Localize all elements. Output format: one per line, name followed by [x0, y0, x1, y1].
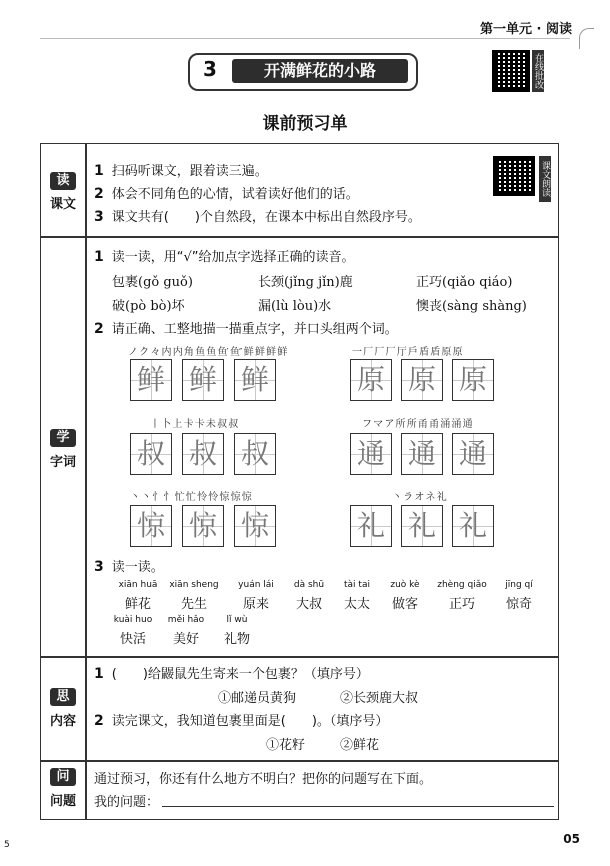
- stroke-order: ノ ク 々 内 内 角 鱼 鱼 鱼′ 鱼″ 鲜 鲜 鲜 鲜: [128, 347, 287, 358]
- tracing-box[interactable]: 礼: [350, 505, 392, 547]
- item-number: 2: [94, 186, 104, 202]
- tracing-box[interactable]: 叔: [130, 433, 172, 475]
- ask-instruction: 通过预习，你还有什么地方不明白？把你的问题写在下面。: [94, 772, 433, 787]
- word-hanzi: 礼物: [223, 632, 250, 647]
- qr-tag-online-check: 在线批改: [532, 50, 544, 92]
- tracing-box[interactable]: 叔: [234, 433, 276, 475]
- row-divider: [40, 760, 559, 762]
- qr-code-icon[interactable]: [493, 156, 535, 196]
- word-hanzi: 先生: [180, 597, 207, 612]
- section-label-questions: 问题: [50, 794, 77, 809]
- tracing-box[interactable]: 通: [401, 433, 443, 475]
- word-hanzi: 太太: [343, 597, 370, 612]
- tracing-box[interactable]: 原: [452, 359, 494, 401]
- answer-option[interactable]: ①花籽: [266, 738, 306, 753]
- word-pinyin: yuán lái: [238, 580, 274, 590]
- lesson-title: 开满鲜花的小路: [232, 59, 408, 83]
- word-hanzi: 做客: [391, 597, 418, 612]
- tracing-box[interactable]: 礼: [452, 505, 494, 547]
- badge-study: 学: [50, 429, 76, 447]
- tracing-box[interactable]: 惊: [234, 505, 276, 547]
- word-pinyin: tài tai: [344, 580, 370, 590]
- badge-ask: 问: [50, 768, 76, 786]
- stroke-order: 丶 丶 忄 忄 忙 忙 怜 怜 惊 惊 惊: [130, 492, 251, 503]
- study-q3: 3 读一读。: [94, 559, 164, 575]
- word-hanzi: 原来: [242, 597, 269, 612]
- item-number: 1: [94, 249, 104, 265]
- tracing-box[interactable]: 原: [401, 359, 443, 401]
- section-label-words: 字词: [50, 455, 77, 470]
- word-pinyin: zhèng qiǎo: [437, 580, 487, 590]
- think-q2: 2 读完课文，我知道包裹里面是( )。（填序号）: [94, 713, 389, 729]
- row-divider: [40, 656, 559, 658]
- tracing-box[interactable]: 原: [350, 359, 392, 401]
- tracing-box[interactable]: 鲜: [182, 359, 224, 401]
- question-answer-line[interactable]: [162, 806, 554, 807]
- read-item-2: 2 体会不同角色的心情，试着读好他们的话。: [94, 186, 359, 202]
- tracing-box[interactable]: 叔: [182, 433, 224, 475]
- read-item-1: 1 扫码听课文，跟着读三遍。: [94, 163, 268, 179]
- word-hanzi: 快活: [119, 632, 146, 647]
- stroke-order: 一 厂 厂 厂 厅 戶 盾 盾 原 原: [352, 347, 462, 358]
- item-number: 2: [94, 321, 104, 337]
- page-corner: [579, 28, 594, 49]
- tracing-box[interactable]: 惊: [182, 505, 224, 547]
- think-q1: 1 ( )给鼹鼠先生寄来一个包裹？（填序号）: [94, 666, 369, 682]
- side-mark: 5: [4, 840, 10, 850]
- word-hanzi: 正巧: [448, 597, 475, 612]
- worksheet-title: 课前预习单: [262, 114, 348, 134]
- stroke-order: 丨 卜 上 卡 卡 未 叔 叔: [150, 419, 238, 430]
- word-hanzi: 美好: [172, 632, 199, 647]
- answer-option[interactable]: ②长颈鹿大叔: [340, 691, 419, 706]
- word-pinyin: dà shū: [293, 580, 325, 590]
- item-number: 1: [94, 666, 104, 682]
- tracing-box[interactable]: 通: [452, 433, 494, 475]
- word-pinyin: jīng qí: [505, 580, 533, 590]
- word-hanzi: 惊奇: [505, 597, 532, 612]
- pronunciation-choice[interactable]: 正巧(qiǎo qiáo): [416, 275, 513, 290]
- lesson-number: 3: [203, 57, 217, 81]
- study-q2: 2 请正确、工整地描一描重点字，并口头组两个词。: [94, 321, 398, 337]
- word-hanzi: 大叔: [295, 597, 322, 612]
- word-pinyin: zuò kè: [390, 580, 420, 590]
- read-item-3: 3 课文共有( )个自然段，在课本中标出自然段序号。: [94, 209, 421, 225]
- item-number: 3: [94, 209, 104, 225]
- tracing-box[interactable]: 鲜: [130, 359, 172, 401]
- question-prompt: 我的问题：: [94, 795, 160, 810]
- word-pinyin: lǐ wù: [226, 615, 248, 625]
- pronunciation-choice[interactable]: 包裹(gǒ guǒ): [112, 275, 193, 290]
- item-number: 1: [94, 163, 104, 179]
- answer-option[interactable]: ②鲜花: [340, 738, 380, 753]
- qr-tag-recitation: 课文朗读: [539, 156, 551, 202]
- word-pinyin: měi hǎo: [167, 615, 205, 625]
- section-label-content: 内容: [50, 714, 77, 729]
- section-label-text: 课文: [50, 197, 77, 212]
- word-pinyin: xiān huā: [118, 580, 158, 590]
- item-number: 2: [94, 713, 104, 729]
- pronunciation-choice[interactable]: 破(pò bò)坏: [112, 299, 185, 314]
- page-number: 05: [563, 832, 580, 846]
- row-divider: [40, 236, 559, 238]
- badge-read: 读: [50, 172, 76, 190]
- tracing-box[interactable]: 惊: [130, 505, 172, 547]
- study-q1: 1 读一读，用“√”给加点字选择正确的读音。: [94, 249, 355, 265]
- pronunciation-choice[interactable]: 长颈(jǐng jǐn)鹿: [258, 275, 353, 290]
- pronunciation-choice[interactable]: 懊丧(sàng shàng): [416, 299, 527, 314]
- item-number: 3: [94, 559, 104, 575]
- unit-label: 第一单元 · 阅读: [480, 22, 572, 37]
- column-divider: [85, 143, 87, 820]
- stroke-order: 丶 ラ オ ネ 礼: [392, 492, 446, 503]
- answer-option[interactable]: ①邮递员黄狗: [218, 691, 297, 706]
- stroke-order: フ マ ア 所 所 甬 甬 涌 涌 通: [362, 419, 472, 430]
- tracing-box[interactable]: 礼: [401, 505, 443, 547]
- tracing-box[interactable]: 通: [350, 433, 392, 475]
- pronunciation-choice[interactable]: 漏(lù lòu)水: [258, 299, 332, 314]
- word-hanzi: 鲜花: [124, 597, 151, 612]
- badge-think: 思: [50, 688, 76, 706]
- qr-code-icon[interactable]: [492, 50, 530, 92]
- word-pinyin: xiān sheng: [169, 580, 219, 590]
- header-divider: [40, 38, 570, 39]
- tracing-box[interactable]: 鲜: [234, 359, 276, 401]
- word-pinyin: kuài huo: [113, 615, 153, 625]
